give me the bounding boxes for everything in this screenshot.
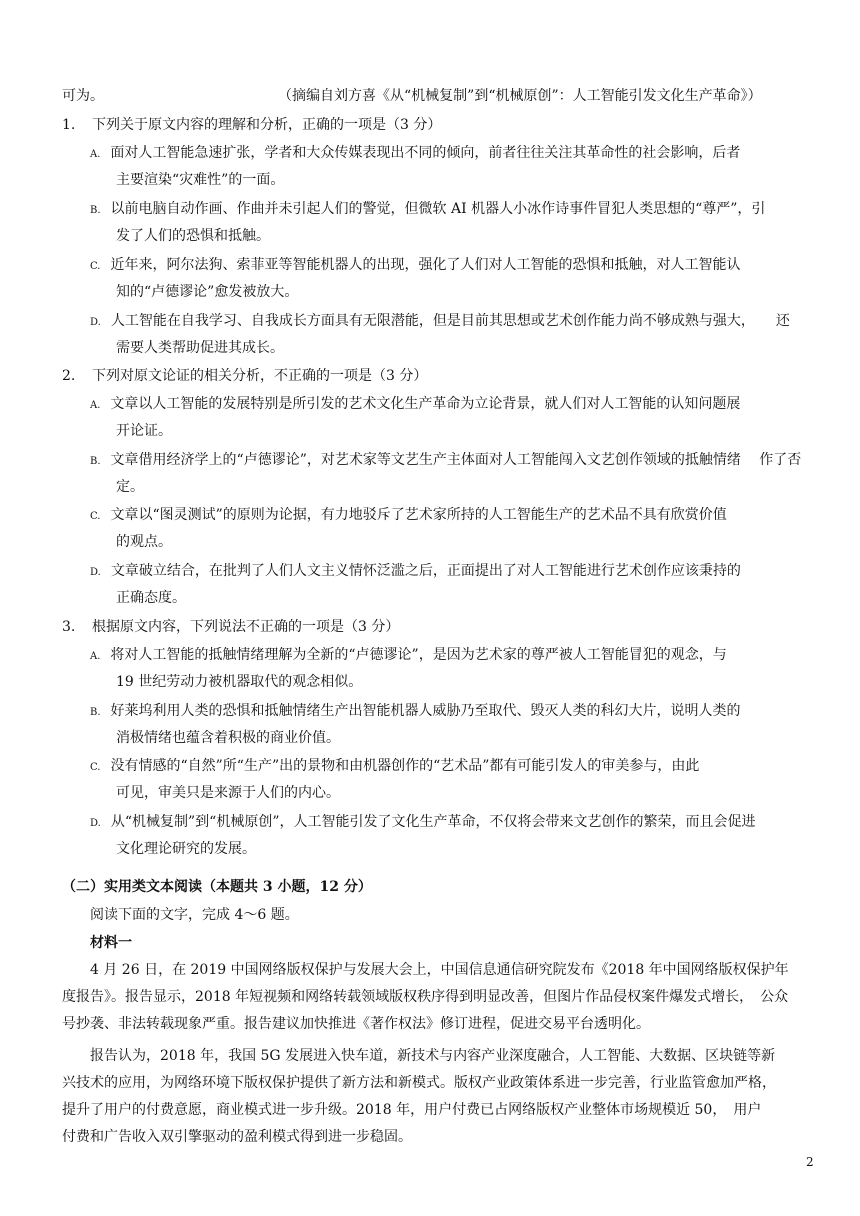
question-3-stem	[62, 617, 399, 637]
material-title: 材料一	[90, 935, 132, 951]
section-instruction: 阅读下面的文字，完成 4～6 题。	[90, 907, 299, 923]
q2-option-c-cont: 的观点。	[116, 534, 172, 550]
page-number: 2	[806, 1155, 814, 1169]
q2-option-d	[90, 561, 741, 583]
option-text: 文章以人工智能的发展特别是所引发的艺术文化生产革命为立论背景，就人们对人工智能的认知问题展	[110, 396, 741, 412]
q1-option-d	[90, 311, 790, 333]
paragraph-2-line: 提升了用户的付费意愿，商业模式进一步升级。2018 年，用户付费已占网络版权产业整体市场规模近 50， 用户	[62, 1102, 762, 1118]
q3-option-a	[90, 645, 727, 667]
q1-option-b	[90, 199, 765, 221]
paragraph-1-line: 号抄袭、非法转载现象严重。报告建议加快推进《著作权法》修订进程，促进交易平台透明化。	[62, 1016, 650, 1032]
q1-option-c	[90, 255, 740, 277]
paragraph-2-line: 兴技术的应用，为网络环境下版权保护提供了新方法和新模式。版权产业政策体系进一步完善，行业监管愈加严格，	[62, 1075, 776, 1091]
q3-option-c-cont: 可见，审美只是来源于人们的内心。	[116, 785, 340, 801]
q3-option-d-cont: 文化理论研究的发展。	[116, 841, 256, 857]
intro-tail: 可为。	[62, 88, 104, 104]
option-letter: C.	[90, 511, 101, 522]
q2-option-a	[90, 394, 740, 416]
option-letter: A.	[90, 149, 101, 160]
q1-option-c-cont: 知的“卢德谬论”愈发被放大。	[116, 284, 299, 300]
option-letter: B.	[90, 707, 101, 718]
q2-option-b	[90, 450, 801, 472]
option-text: 文章破立结合，在批判了人们人文主义情怀泛滥之后，正面提出了对人工智能进行艺术创作应该秉持的	[110, 563, 741, 579]
q3-option-c	[90, 756, 699, 778]
option-letter: D.	[90, 317, 101, 328]
q1-option-a-cont: 主要渲染“灾难性”的一面。	[116, 172, 285, 188]
option-text: 近年来，阿尔法狗、索菲亚等智能机器人的出现，强化了人们对人工智能的恐惧和抵触，对人工智能认	[110, 257, 741, 273]
source-citation: （摘编自刘方喜《从“机械复制”到“机械原创”：人工智能引发文化生产革命》）	[278, 88, 762, 104]
question-1-stem	[62, 115, 441, 135]
question-number: 3.	[62, 619, 76, 635]
question-2-stem	[62, 366, 427, 386]
q2-option-a-cont: 开论证。	[116, 423, 172, 439]
q1-option-d-cont: 需要人类帮助促进其成长。	[116, 340, 284, 356]
option-letter: B.	[90, 205, 101, 216]
q1-option-a	[90, 143, 740, 165]
option-letter: C.	[90, 261, 101, 272]
q3-option-b-cont: 消极情绪也蕴含着积极的商业价值。	[116, 730, 340, 746]
q2-option-d-cont: 正确态度。	[116, 590, 186, 606]
q3-option-b	[90, 701, 741, 723]
option-text: 将对人工智能的抵触情绪理解为全新的“卢德谬论”，是因为艺术家的尊严被人工智能冒犯的观念，与	[110, 647, 727, 663]
option-text: 以前电脑自动作画、作曲并未引起人们的警觉，但微软 AI 机器人小冰作诗事件冒犯人类思想的“尊严”，引	[110, 201, 766, 217]
paragraph-1-line: 4 月 26 日，在 2019 中国网络版权保护与发展大会上，中国信息通信研究院发布《2018 年中国网络版权保护年	[90, 962, 789, 978]
option-text: 文章以“图灵测试”的原则为论据，有力地驳斥了艺术家所持的人工智能生产的艺术品不具有欣赏价值	[110, 507, 727, 523]
paragraph-2-line: 报告认为，2018 年，我国 5G 发展进入快车道，新技术与内容产业深度融合，人工智能、大数据、区块链等新	[90, 1048, 776, 1064]
option-text: 好莱坞利用人类的恐惧和抵触情绪生产出智能机器人威胁乃至取代、毁灭人类的科幻大片，说明人类的	[110, 703, 741, 719]
paragraph-2-line: 付费和广告收入双引擎驱动的盈利模式得到进一步稳固。	[62, 1129, 412, 1145]
option-text: 文章借用经济学上的“卢德谬论”，对艺术家等文艺生产主体面对人工智能闯入文艺创作领域的抵触情绪 作了否	[110, 452, 802, 468]
option-text: 人工智能在自我学习、自我成长方面具有无限潜能，但是目前其思想或艺术创作能力尚不够成熟与强大， 还	[110, 313, 790, 329]
option-text: 没有情感的“自然”所“生产”出的景物和由机器创作的“艺术品”都有可能引发人的审美参与，由此	[110, 758, 700, 774]
q1-option-b-cont: 发了人们的恐惧和抵触。	[116, 228, 270, 244]
option-letter: D.	[90, 818, 101, 829]
option-letter: C.	[90, 762, 101, 773]
question-text: 下列关于原文内容的理解和分析，正确的一项是（3 分）	[92, 117, 442, 133]
q2-option-c	[90, 505, 727, 527]
option-text: 从“机械复制”到“机械原创”，人工智能引发了文化生产革命，不仅将会带来文艺创作的繁荣，而且会促进	[110, 814, 756, 830]
question-text: 根据原文内容，下列说法不正确的一项是（3 分）	[92, 619, 400, 635]
option-letter: A.	[90, 651, 101, 662]
question-text: 下列对原文论证的相关分析，不正确的一项是（3 分）	[92, 368, 428, 384]
question-number: 2.	[62, 368, 76, 384]
q2-option-b-cont: 定。	[116, 479, 144, 495]
paragraph-1-line: 度报告》。报告显示，2018 年短视频和网络转载领域版权秩序得到明显改善，但图片作品侵权案件爆发式增长， 公众	[62, 989, 789, 1005]
section-heading: （二）实用类文本阅读（本题共 3 小题，12 分）	[62, 879, 372, 895]
option-letter: D.	[90, 567, 101, 578]
option-letter: A.	[90, 400, 101, 411]
q3-option-a-cont: 19 世纪劳动力被机器取代的观念相似。	[116, 674, 363, 690]
question-number: 1.	[62, 117, 76, 133]
option-text: 面对人工智能急速扩张，学者和大众传媒表现出不同的倾向，前者往往关注其革命性的社会影响，后者	[110, 145, 741, 161]
option-letter: B.	[90, 456, 101, 467]
q3-option-d	[90, 812, 755, 834]
